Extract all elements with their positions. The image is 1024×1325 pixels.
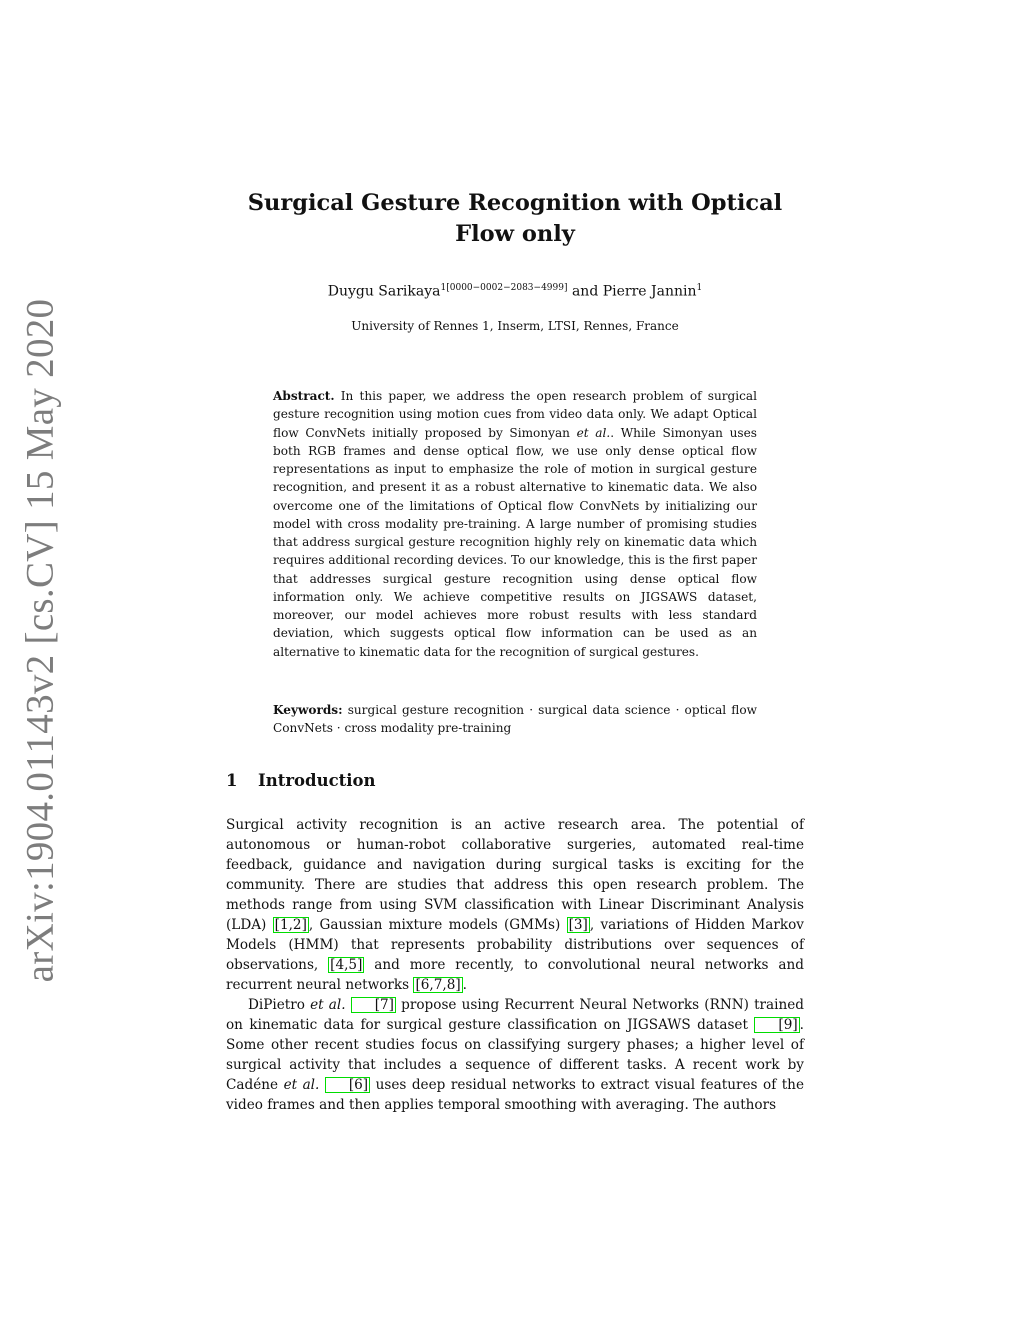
- section-number: 1: [226, 771, 238, 790]
- author-conjunction: and: [571, 283, 599, 300]
- citation-link[interactable]: [9]: [754, 1017, 799, 1033]
- p2-text-4: uses deep residual networks to extract visual features of the video frames and then applies temporal smoothing with averaging. The authors: [226, 1077, 804, 1113]
- author-1: Duygu Sarikaya: [327, 283, 441, 300]
- abstract-etal: et al.: [576, 425, 611, 440]
- affiliation: University of Rennes 1, Inserm, LTSI, Rennes, France: [351, 319, 679, 333]
- p2-text-2: propose using Recurrent Neural Networks (RNN) trained on kinematic data for surgical gesture classification on JIGSAWS dataset: [226, 997, 804, 1033]
- citation-link[interactable]: [7]: [351, 997, 396, 1013]
- abstract-text-b: . While Simonyan uses both RGB frames and dense optical flow, we use only dense optical flow representations as input to emphasize the role of motion in surgical gesture recognition, and present it as a robust alternative to kinematic data. We also overcome one of the limitations of Optical flow ConvNets by initializing our model with cross modality pre-training. A large number of promising studies that address surgical gesture recognition highly rely on kinematic data which requires additional recording devices. To our knowledge, this is the first paper that addresses surgical gesture recognition using dense optical flow information only. We achieve competitive results on JIGSAWS dataset, moreover, our model achieves more robust results with less standard deviation, which suggests optical flow information can be used as an alternative to kinematic data for the recognition of surgical gestures.: [273, 425, 757, 659]
- p2-etal-1: et al.: [310, 997, 346, 1013]
- p1-text-5: .: [462, 977, 467, 993]
- intro-paragraph-2: [226, 995, 804, 1115]
- author-2: Pierre Jannin: [602, 283, 697, 300]
- author-line: [226, 283, 804, 300]
- paper-title: Surgical Gesture Recognition with Optical Flow only: [247, 190, 783, 247]
- p1-text-2: , Gaussian mixture models (GMMs): [308, 917, 561, 933]
- citation-link[interactable]: [1,2]: [274, 917, 307, 933]
- citation-link[interactable]: [4,5]: [330, 957, 363, 973]
- keywords-label: Keywords:: [273, 703, 343, 717]
- p1-text-4: and more recently, to convolutional neural networks and recurrent neural networks: [226, 957, 804, 993]
- author-1-affiliation-orcid: 1[0000−0002−2083−4999]: [440, 283, 568, 293]
- p2-text-1: DiPietro: [248, 997, 305, 1013]
- p2-etal-2: et al.: [283, 1077, 320, 1093]
- section-title: Introduction: [258, 771, 376, 790]
- citation-link[interactable]: [6,7,8]: [415, 977, 461, 993]
- citation-link[interactable]: [3]: [568, 917, 588, 933]
- p1-text-3: , variations of Hidden Markov Models (HMM) that represents probability distributions over sequences of observations,: [226, 917, 804, 973]
- abstract-label: Abstract.: [273, 389, 335, 403]
- keywords: [273, 701, 757, 738]
- intro-paragraph-1: [226, 815, 804, 995]
- arxiv-stamp: [18, 298, 62, 982]
- author-2-affiliation: 1: [696, 283, 703, 293]
- section-heading: [226, 771, 804, 790]
- keywords-text: surgical gesture recognition · surgical data science · optical flow ConvNets · cross modality pre-training: [273, 703, 757, 736]
- abstract-text-a: In this paper, we address the open research problem of surgical gesture recognition using motion cues from video data only. We adapt Optical flow ConvNets initially proposed by Simonyan: [273, 389, 757, 440]
- abstract: [273, 387, 757, 661]
- arxiv-stamp-text: arXiv:1904.01143v2 [cs.CV] 15 May 2020: [18, 298, 62, 982]
- citation-link[interactable]: [6]: [325, 1077, 370, 1093]
- p2-text-3: . Some other recent studies focus on classifying surgery phases; a higher level of surgical activity that includes a sequence of different tasks. A recent work by Cadéne: [226, 1017, 804, 1093]
- p1-text-1: Surgical activity recognition is an active research area. The potential of autonomous or human-robot collaborative surgeries, automated real-time feedback, guidance and navigation during surgical tasks is exciting for the community. There are studies that address this open research problem. The methods range from using SVM classification with Linear Discriminant Analysis (LDA): [226, 817, 804, 933]
